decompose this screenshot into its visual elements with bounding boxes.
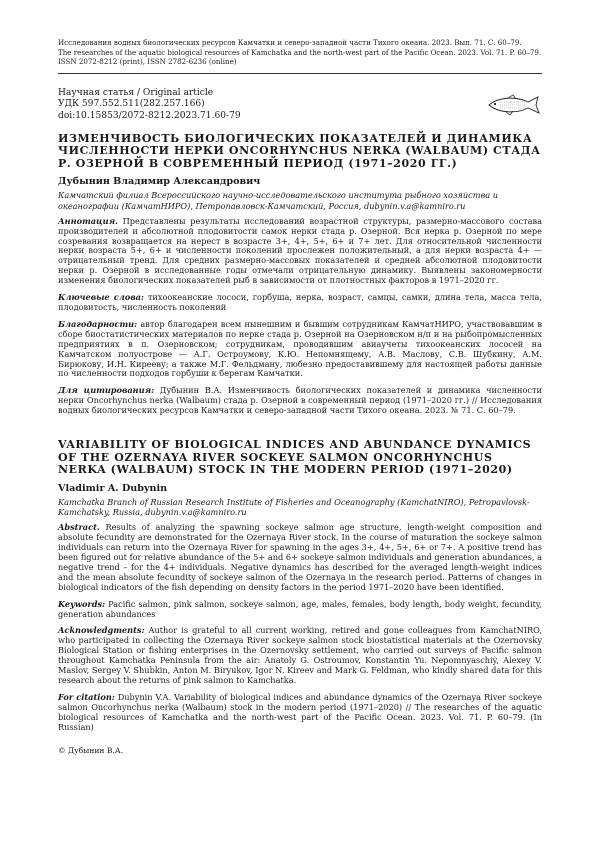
keywords-text-en: Pacific salmon, pink salmon, sockeye salmon, age, males, females, body length, body weight, fecundity, generation abundances [58, 598, 543, 619]
article-meta [58, 88, 241, 123]
udk: УДК 597.552.511(282.257.166) [58, 99, 205, 110]
affiliation-ru: Камчатский филиал Всероссийского научно-исследовательского института рыбного хозяйства и океанографии (КамчатНИРО), Петропавловск-Камчатский, Россия, dubynin.v.a@kamniro.ru [58, 190, 498, 211]
abstract-label-ru: Аннотация. [58, 215, 118, 226]
abstract-text-ru: Представлены результаты исследований возрастной структуры, размерно-массового состава производителей и абсолютной плодовитости самок нерки стада р. Озерной. Вся нерка р. Озерной по мере созревания возвращается на нерест в возрасте 3+, 4+, 5+, 6+ и 7+ лет. Для относительной численности нерки возраста 5+, 6+ и численности поколений прослежен положительный, а для нерки возраста 4+ — отрицательный тренд. Для средних размерно-массовых показателей и средней абсолютной плодовитости нерки р. Озерной в исследованные годы отмечали отрицательную динамику. Выявлены закономерности изменения биологических показателей рыб в зависимости от плотностных факторов в 1971–2020 гг. [58, 215, 542, 286]
abstract-label-en: Abstract. [58, 522, 100, 533]
journal-header [58, 38, 542, 67]
keywords-label-en: Keywords: [58, 598, 106, 609]
ack-text-ru: автор благодарен всем нынешним и бывшим сотрудникам КамчатНИРО, участвовавшим в сборе биостатистических материалов по нерке стада р. Озерной на Озерновском н/п и на рыбопромысленных предприятиях в п. Озерновском; сотрудникам, проводившим авиаучеты тихоокеанских лососей на Камчатском полуострове — А.Г. Остроумову, К.Ю. Непомнящему, А.В. Маслову, С.В. Шубкину, А.М. Бирюкову, И.Н. Кирееву; а также М.Г. Фельдману, любезно предоставившему для настоящей работы данные по численности подходов горбуши к берегам Камчатки. [58, 318, 542, 379]
keywords-ru [58, 293, 542, 313]
author-ru: Дубынин Владимир Александрович [58, 176, 261, 188]
affiliation-en: Kamchatka Branch of Russian Research Institute of Fisheries and Oceanography (KamchatNIRO), Petropavlovsk-Kamchatsky, Russia, dubynin.v.a@kamniro.ru [58, 496, 530, 518]
acknowledgments-en [58, 626, 542, 685]
keywords-en [58, 600, 542, 620]
author-en: Vladimir A. Dubynin [58, 482, 168, 494]
abstract-text-en: Results of analyzing the spawning sockeye salmon age structure, length-weight composition and absolute fecundity are demonstrated for the Ozernaya River stock. In the course of maturation the sockeye salmon individuals can return into the Ozernaya River for spawning in the ages 3+, 4+, 5+, 6+ or 7+. A positive trend has been figured out for relative abundance of the 5+ and 6+ sockeye salmon individuals and generation abundances, a negative trend – for the 4+ individuals. Negative dynamics has described for the averaged length-weight indices and the mean absolute fecundity of sockeye salmon of the Ozernaya in the research period. Patterns of changes in biological indicators of the fish depending on density factors in the period 1971–2020 have been identified. [58, 522, 542, 592]
citation-en [58, 693, 542, 733]
ack-label-ru: Благодарности: [58, 318, 138, 329]
header-line-en: The researches of the aquatic biological resources of Kamchatka and the north-west part of the Pacific Ocean. 2023. Vol. 71. P. 60–79. [58, 47, 542, 57]
header-issn: ISSN 2072-8212 (print), ISSN 2782-6236 (online) [58, 57, 237, 67]
keywords-text-ru: тихоокеанские лососи, горбуша, нерка, возраст, самцы, самки, длина тела, масса тела, плодовитость, численность поколений [58, 292, 542, 312]
article-title-en: VARIABILITY OF BIOLOGICAL INDICES AND ABUNDANCE DYNAMICS OF THE OZERNAYA RIVER SOCKEYE SALMON ONCORHYNCHUS NERKA (WALBAUM) STOCK IN THE MODERN PERIOD (1971–2020) [58, 438, 532, 477]
copyright: © Дубынин В.А. [58, 746, 124, 756]
doi: doi:10.15853/2072-8212.2023.71.60-79 [58, 110, 241, 121]
keywords-label-ru: Ключевые слова: [58, 292, 144, 303]
cite-label-ru: Для цитирования: [58, 385, 155, 396]
article-type: Научная статья / Original article [58, 87, 214, 98]
meta-row [58, 88, 542, 123]
cite-text-en: Dubynin V.A. Variability of biological indices and abundance dynamics of the Ozernaya River sockeye salmon Oncorhynchus nerka (Walbaum) stock in the modern period (1971–2020) // The researches of the aquatic biological resources of Kamchatka and the north-west part of the Pacific Ocean. 2023. Vol. 71. P. 60–79. (In Russian) [58, 691, 542, 732]
article-title-ru: ИЗМЕНЧИВОСТЬ БИОЛОГИЧЕСКИХ ПОКАЗАТЕЛЕЙ И ДИНАМИКА ЧИСЛЕННОСТИ НЕРКИ ONCORHYNCHUS NERKA (WALBAUM) СТАДА Р. ОЗЕРНОЙ В СОВРЕМЕННЫЙ ПЕРИОД (1971–2020 ГГ.) [58, 131, 541, 170]
cite-label-en: For citation: [58, 691, 115, 702]
acknowledgments-ru [58, 320, 542, 379]
ack-text-en: Author is grateful to all current working, retired and gone colleagues from KamchatNIRO, who participated in collecting the Ozernaya River sockeye salmon stock biostatistical materials at the Ozernovsky Biological Station or fishing enterprises in the Ozernovsky settlement, who carried out surveys of Pacific salmon throughout Kamchatka Peninsula from the air: Anatoly G. Ostroumov, Konstantin Yu. Nepomnyaschiy, Alexey V. Maslov, Sergey V. Shubkin, Anton M. Biryukov, Igor N. Kireev and Mark G. Feldman, who kindly shared data for this research about the returns of pink salmon to Kamchatka. [58, 625, 542, 685]
salmon-fish-icon [486, 94, 542, 116]
abstract-ru [58, 217, 542, 286]
citation-ru [58, 386, 542, 416]
header-divider [58, 73, 542, 74]
header-line-ru: Исследования водных биологических ресурсов Камчатки и северо-западной части Тихого океана. 2023. Вып. 71. С. 60–79. [58, 38, 522, 47]
ack-label-en: Acknowledgments: [58, 625, 145, 636]
cite-text-ru: Дубынин В.А. Изменчивость биологических показателей и динамика численности нерки Oncorhynchus nerka (Walbaum) стада р. Озерной в современный период (1971–2020 гг.) // Исследования водных биологических ресурсов Камчатки и северо-западной части Тихого океана. 2023. № 71. С. 60–79. [58, 385, 543, 416]
abstract-en [58, 523, 542, 592]
